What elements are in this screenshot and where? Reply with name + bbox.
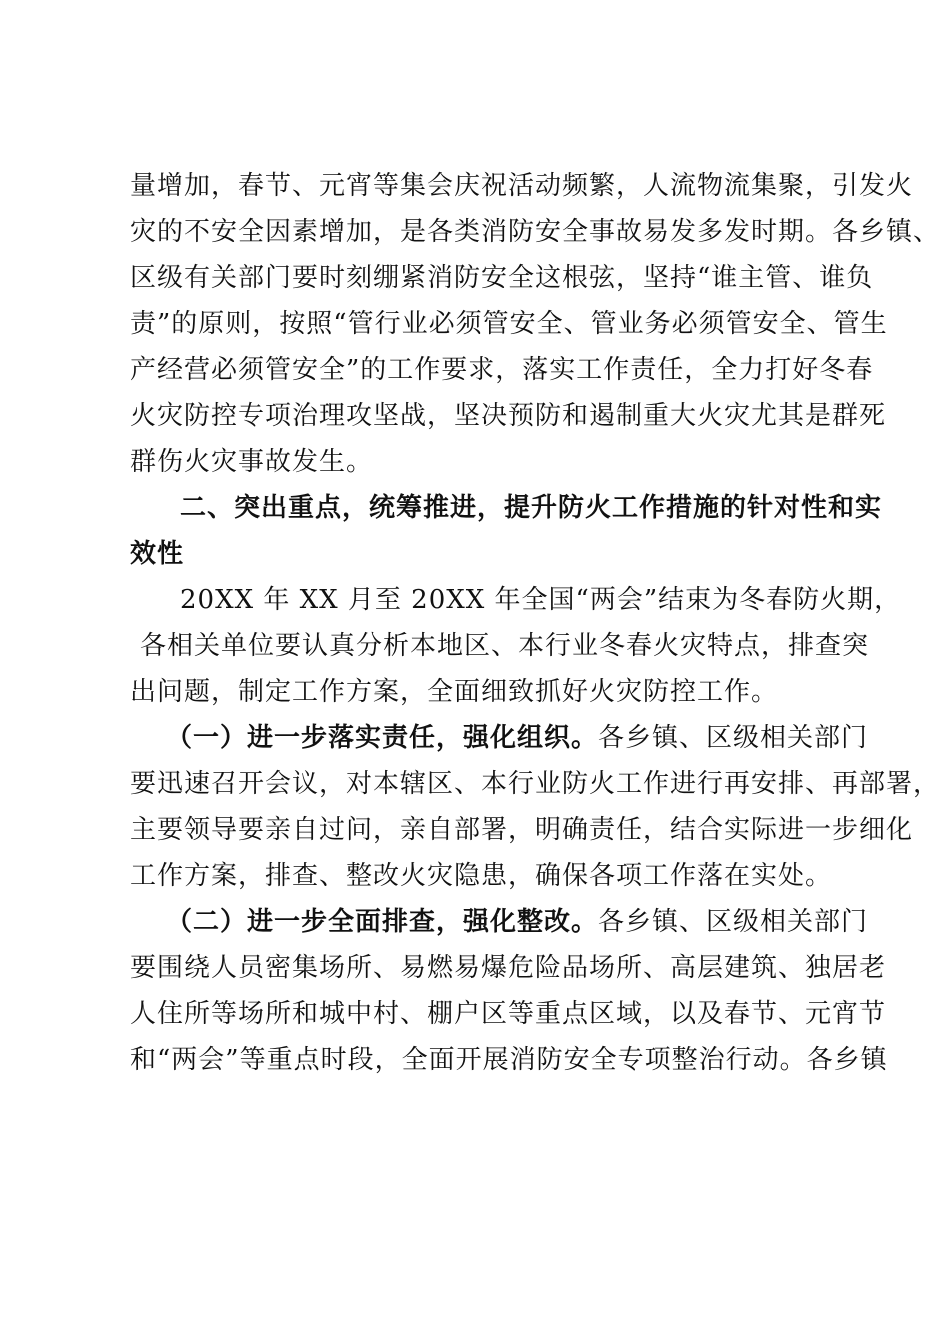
- paragraph-line: 人住所等场所和城中村、棚户区等重点区域，以及春节、元宵节: [130, 999, 887, 1029]
- paragraph-line: 火灾防控专项治理攻坚战，坚决预防和遏制重大火灾尤其是群死: [130, 401, 887, 431]
- subsection-lead: （二）进一步全面排查，强化整改。: [166, 907, 599, 937]
- section-heading: 二、突出重点，统筹推进，提升防火工作措施的针对性和实: [180, 493, 883, 523]
- section-heading: 效性: [130, 539, 185, 569]
- paragraph-line: 产经营必须管安全”的工作要求，落实工作责任，全力打好冬春: [130, 355, 874, 385]
- paragraph-line: 群伤火灾事故发生。: [130, 447, 374, 477]
- paragraph-line: 出问题，制定工作方案，全面细致抓好火灾防控工作。: [130, 677, 779, 707]
- paragraph-line: 各相关单位要认真分析本地区、本行业冬春火灾特点，排查突: [140, 631, 870, 661]
- paragraph-line: 20XX 年 XX 月至 20XX 年全国“两会”结束为冬春防火期，: [180, 585, 902, 615]
- paragraph-line: 灾的不安全因素增加，是各类消防安全事故易发多发时期。各乡镇、: [130, 217, 941, 247]
- paragraph-line: 和“两会”等重点时段，全面开展消防安全专项整治行动。各乡镇: [130, 1045, 888, 1075]
- subsection-lead: （一）进一步落实责任，强化组织。: [166, 723, 599, 753]
- subsection-rest: 各乡镇、区级相关部门: [598, 907, 869, 937]
- paragraph-line: 责”的原则，按照“管行业必须管安全、管业务必须管安全、管生: [130, 309, 888, 339]
- subsection-rest: 各乡镇、区级相关部门: [598, 723, 869, 753]
- paragraph-line: 区级有关部门要时刻绷紧消防安全这根弦，坚持“谁主管、谁负: [130, 263, 874, 293]
- paragraph-line: 量增加，春节、元宵等集会庆祝活动频繁，人流物流集聚，引发火: [130, 171, 914, 201]
- paragraph-line: 主要领导要亲自过问，亲自部署，明确责任，结合实际进一步细化: [130, 815, 914, 845]
- paragraph-line: 工作方案，排查、整改火灾隐患，确保各项工作落在实处。: [130, 861, 833, 891]
- subsection-first-line: [166, 906, 868, 938]
- paragraph-line: 要围绕人员密集场所、易燃易爆危险品场所、高层建筑、独居老: [130, 953, 887, 983]
- paragraph-line: 要迅速召开会议，对本辖区、本行业防火工作进行再安排、再部署，: [130, 769, 941, 799]
- subsection-first-line: [166, 722, 868, 754]
